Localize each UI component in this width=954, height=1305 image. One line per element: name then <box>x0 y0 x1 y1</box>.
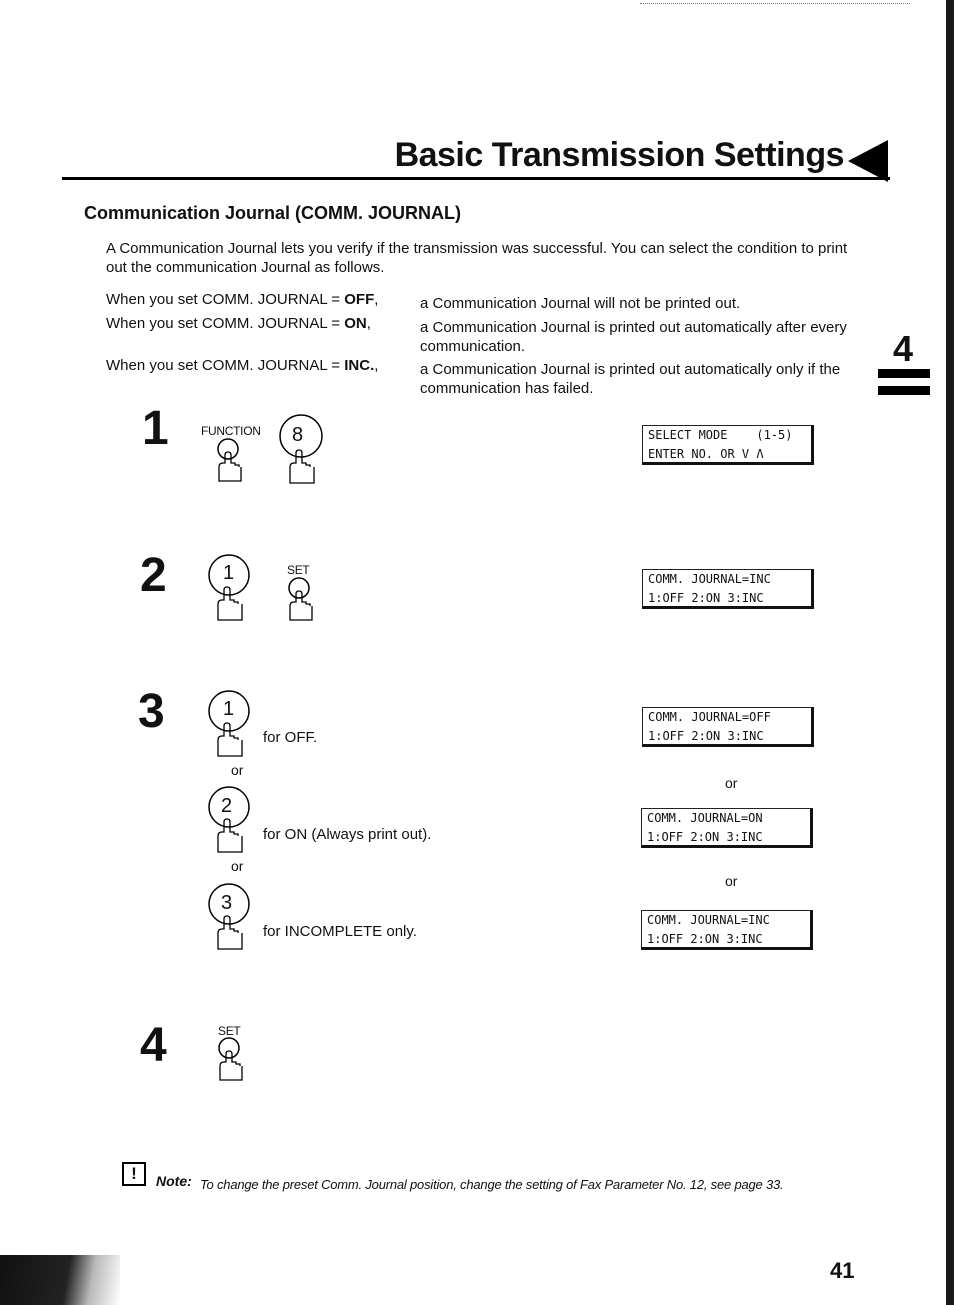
set-key-label: SET <box>287 563 310 577</box>
step-number: 2 <box>140 549 167 602</box>
function-key-label: FUNCTION <box>201 424 261 438</box>
lcd-line-1: COMM. JOURNAL=OFF <box>648 710 771 724</box>
chapter-tab-number: 4 <box>893 328 914 369</box>
option-on-text: for ON (Always print out). <box>263 826 432 843</box>
condition-on-label: When you set COMM. JOURNAL = ON, <box>106 315 371 332</box>
page-number: 41 <box>830 1258 855 1283</box>
intro-paragraph: A Communication Journal lets you verify if the transmission was successful. You can select the condition to print out the communication Journal as follows. <box>106 240 848 276</box>
lcd-line-1: COMM. JOURNAL=ON <box>647 811 763 825</box>
or-separator: or <box>725 775 738 791</box>
step-number: 4 <box>140 1019 167 1072</box>
option-off-text: for OFF. <box>263 729 318 746</box>
condition-inc-label: When you set COMM. JOURNAL = INC., <box>106 357 379 374</box>
lcd-display <box>641 910 813 950</box>
lcd-display <box>642 707 814 747</box>
section-title: Communication Journal (COMM. JOURNAL) <box>84 203 461 223</box>
lcd-line-1: COMM. JOURNAL=INC <box>648 572 771 586</box>
scan-corner-shadow <box>0 1255 120 1305</box>
header-arrow-icon <box>848 140 888 182</box>
function-key-press-icon <box>211 437 245 483</box>
option-incomplete-text: for INCOMPLETE only. <box>263 923 417 940</box>
lcd-line-2: 1:OFF 2:ON 3:INC <box>648 591 764 605</box>
condition-on-description: a Communication Journal is printed out automatically after every communication. <box>420 319 847 355</box>
key-3-glyph: 3 <box>221 892 233 914</box>
lcd-line-2: ENTER NO. OR V Λ <box>648 447 764 461</box>
set-key-label: SET <box>218 1024 241 1038</box>
step-number: 1 <box>142 402 169 455</box>
condition-off-label: When you set COMM. JOURNAL = OFF, <box>106 291 379 308</box>
scan-artifact <box>640 0 910 4</box>
condition-inc-description: a Communication Journal is printed out automatically only if the communication has failed. <box>420 361 841 397</box>
header-rule <box>62 177 890 180</box>
lcd-line-1: COMM. JOURNAL=INC <box>647 913 770 927</box>
note-icon: ! <box>122 1162 146 1186</box>
lcd-display <box>642 569 814 609</box>
note-label: Note: <box>156 1173 192 1189</box>
key-8-glyph: 8 <box>292 424 304 446</box>
or-separator: or <box>231 858 244 874</box>
set-key-press-icon <box>282 576 316 622</box>
lcd-line-2: 1:OFF 2:ON 3:INC <box>648 729 764 743</box>
page-edge-shadow <box>946 0 954 1305</box>
key-1-glyph: 1 <box>223 698 235 720</box>
lcd-display <box>641 808 813 848</box>
chapter-tab-bar <box>878 369 930 378</box>
chapter-tab-bar <box>878 386 930 395</box>
step-number: 3 <box>138 685 165 738</box>
key-2-glyph: 2 <box>221 795 233 817</box>
lcd-display <box>642 425 814 465</box>
or-separator: or <box>725 873 738 889</box>
page-header-title: Basic Transmission Settings <box>394 136 844 174</box>
or-separator: or <box>231 762 244 778</box>
lcd-line-2: 1:OFF 2:ON 3:INC <box>647 830 763 844</box>
key-1-glyph: 1 <box>223 562 235 584</box>
note-text: To change the preset Comm. Journal position, change the setting of Fax Parameter No. 12, see page 33. <box>200 1177 784 1192</box>
lcd-line-1: SELECT MODE (1-5) <box>648 428 793 442</box>
lcd-line-2: 1:OFF 2:ON 3:INC <box>647 932 763 946</box>
set-key-press-icon <box>212 1036 246 1082</box>
condition-off-description: a Communication Journal will not be printed out. <box>420 295 741 312</box>
